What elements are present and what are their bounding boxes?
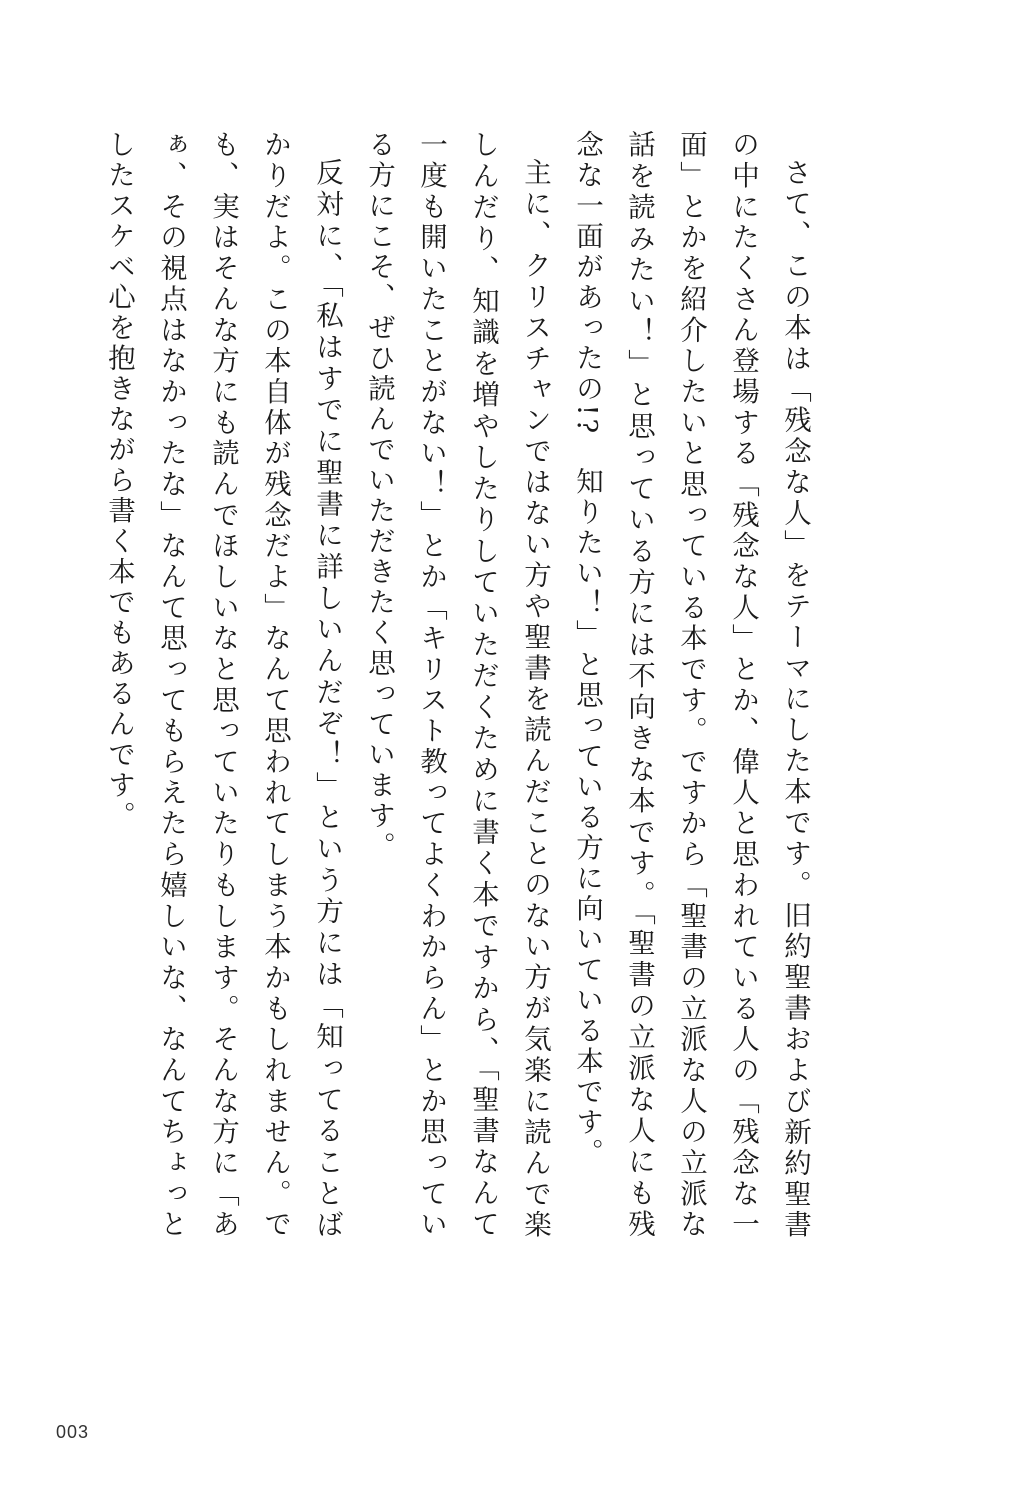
vertical-text-body (61, 130, 821, 1240)
page-number: 003 (56, 1422, 90, 1442)
paragraph-1: さて、この本は「残念な人」をテーマにした本です。旧約聖書および新約聖書の中にたくさん登場する「残念な人」とか、偉人と思われている人の「残念な一面」とかを紹介したいと思っている本です。ですから「聖書の立派な人の立派な話を読みたい！」と思っている方には不向きな本です。「聖書の立派な人にも残念な一面があったの!? 知りたい！」と思っている方に向いている本です。 (571, 130, 811, 1241)
paragraph-3: 反対に、「私はすでに聖書に詳しいんだぞ！」という方には「知ってることばかりだよ。この本自体が残念だよ」なんて思われてしまう本かもしれません。でも、実はそんな方にも読んでほしいなと思っていたりもします。そんな方に「あぁ、その視点はなかったな」なんて思ってもらえたら嬉しいな、なんてちょっとしたスケベ心を抱きながら書く本でもあるんです。 (103, 130, 343, 1240)
paragraph-2: 主に、クリスチャンではない方や聖書を読んだことのない方が気楽に読んで楽しんだり、知識を増やしたりしていただくために書く本ですから、「聖書なんて一度も開いたことがない！」とか「キリスト教ってよくわからん」とか思っている方にこそ、ぜひ読んでいただきたく思っています。 (363, 130, 551, 1241)
